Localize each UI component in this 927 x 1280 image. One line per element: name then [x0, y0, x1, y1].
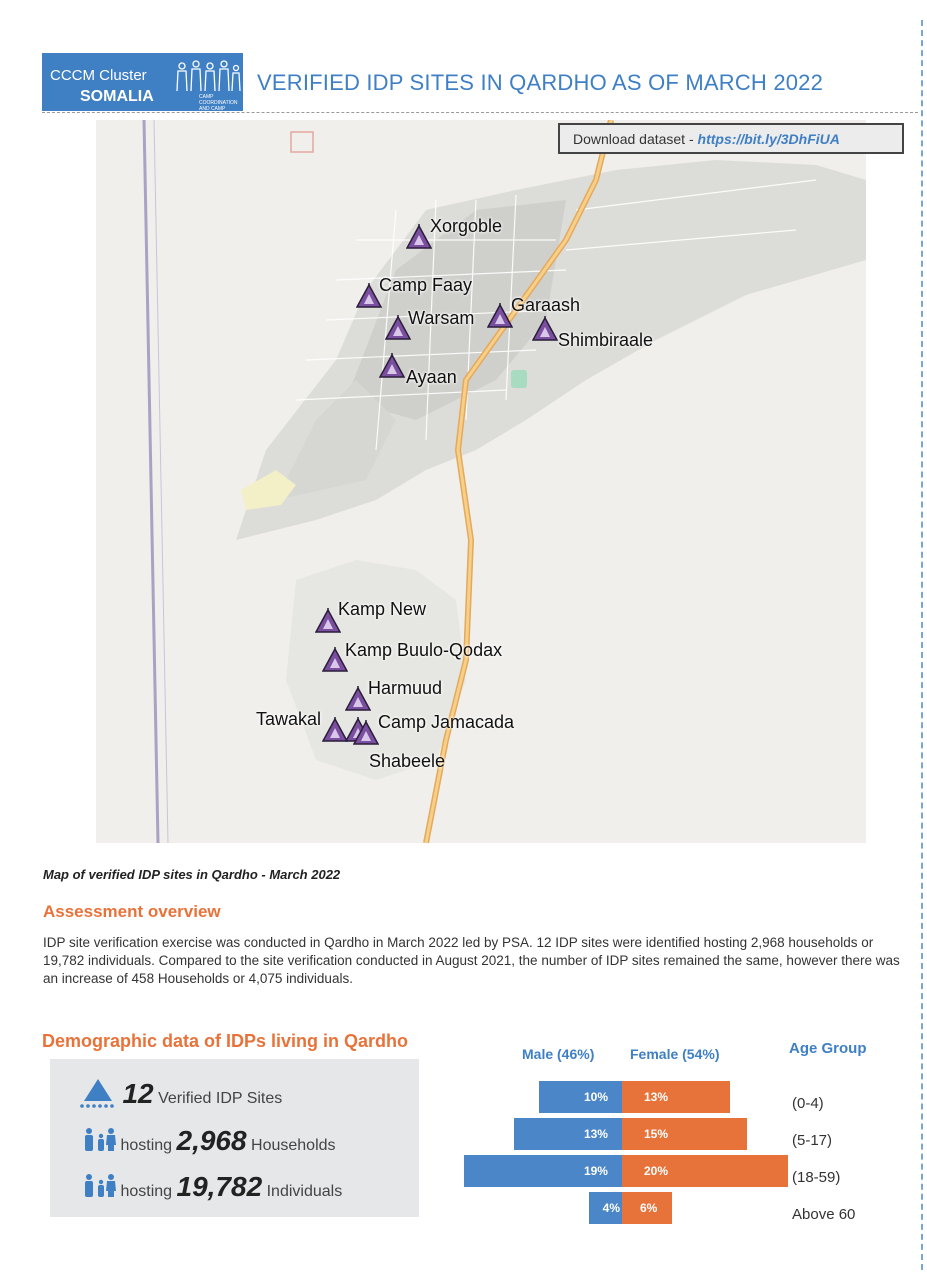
female-bar: 13% — [622, 1081, 730, 1113]
individuals-hosting: hosting — [120, 1183, 173, 1200]
people-icon — [172, 59, 242, 93]
idp-site-label: Ayaan — [406, 367, 457, 387]
cccm-logo — [42, 53, 243, 118]
individuals-value: 19,782 — [176, 1171, 263, 1202]
stat-households — [82, 1125, 336, 1157]
idp-site-label: Camp Jamacada — [378, 712, 515, 732]
idp-site-label: Garaash — [511, 295, 581, 315]
page-right-border — [921, 20, 923, 1270]
female-bar: 20% — [622, 1155, 788, 1187]
idp-site-label: Harmuud — [368, 678, 443, 698]
idp-site-label: Tawakal — [256, 709, 322, 729]
idp-site-label: Xorgoble — [430, 216, 503, 236]
male-bar: 10% — [539, 1081, 622, 1113]
sites-label: Verified IDP Sites — [158, 1090, 283, 1107]
households-hosting: hosting — [120, 1137, 173, 1154]
male-bar: 13% — [514, 1118, 622, 1150]
overview-text: IDP site verification exercise was conducted in Qardho in March 2022 led by PSA. 12 IDP sites were identified hosting 2,968 households or 19,782 individuals. Compared to the site verification conducted in August 2021, the number of IDP sites remained the same, however there was an increase of 458 Households or 4,075 individuals. — [43, 935, 900, 986]
tent-icon — [78, 1077, 118, 1109]
age-group-label: (5-17) — [792, 1132, 833, 1149]
households-label: Households — [251, 1137, 336, 1154]
male-bar: 4% — [589, 1192, 622, 1224]
logo-line1: CCCM Cluster — [50, 67, 147, 84]
idp-site-label: Camp Faay — [379, 275, 473, 295]
female-bar: 6% — [622, 1192, 672, 1224]
overview-title: Assessment overview — [43, 902, 221, 921]
download-link[interactable]: https://bit.ly/3DhFiUA — [697, 131, 840, 147]
idp-site-label: Warsam — [408, 308, 475, 328]
idp-site-label: Shabeele — [369, 751, 446, 771]
idp-site-label: Shimbiraale — [558, 330, 654, 350]
family-icon — [82, 1173, 116, 1199]
page-title: VERIFIED IDP SITES IN QARDHO AS OF MARCH 2022 — [257, 70, 824, 95]
map[interactable] — [96, 120, 866, 843]
stat-individuals — [82, 1171, 342, 1203]
female-bar: 15% — [622, 1118, 747, 1150]
female-header: Female (54%) — [630, 1046, 720, 1062]
age-group-label: (18-59) — [792, 1169, 841, 1186]
male-header: Male (46%) — [522, 1046, 595, 1062]
demographics-title: Demographic data of IDPs living in Qardho — [42, 1031, 409, 1051]
idp-site-label: Kamp New — [338, 599, 427, 619]
logo-line2: SOMALIA — [80, 88, 154, 105]
map-caption: Map of verified IDP sites in Qardho - March 2022 — [43, 867, 341, 882]
family-icon — [82, 1127, 116, 1153]
male-bar: 19% — [464, 1155, 622, 1187]
download-dataset-box — [558, 123, 904, 154]
download-label: Download dataset - — [573, 131, 698, 147]
idp-site-label: Kamp Buulo-Qodax — [345, 640, 503, 660]
stats-panel — [50, 1059, 419, 1217]
age-group-label: (0-4) — [792, 1095, 824, 1112]
stat-sites — [78, 1077, 282, 1110]
age-group-label: Above 60 — [792, 1206, 856, 1223]
sites-value: 12 — [122, 1078, 154, 1109]
households-value: 2,968 — [176, 1125, 247, 1156]
age-group-header: Age Group — [789, 1040, 867, 1057]
logo-subtitle: CAMP COORDINATION AND CAMP MANAGEMENT — [199, 94, 238, 118]
individuals-label: Individuals — [266, 1183, 343, 1200]
title-divider — [42, 112, 918, 113]
